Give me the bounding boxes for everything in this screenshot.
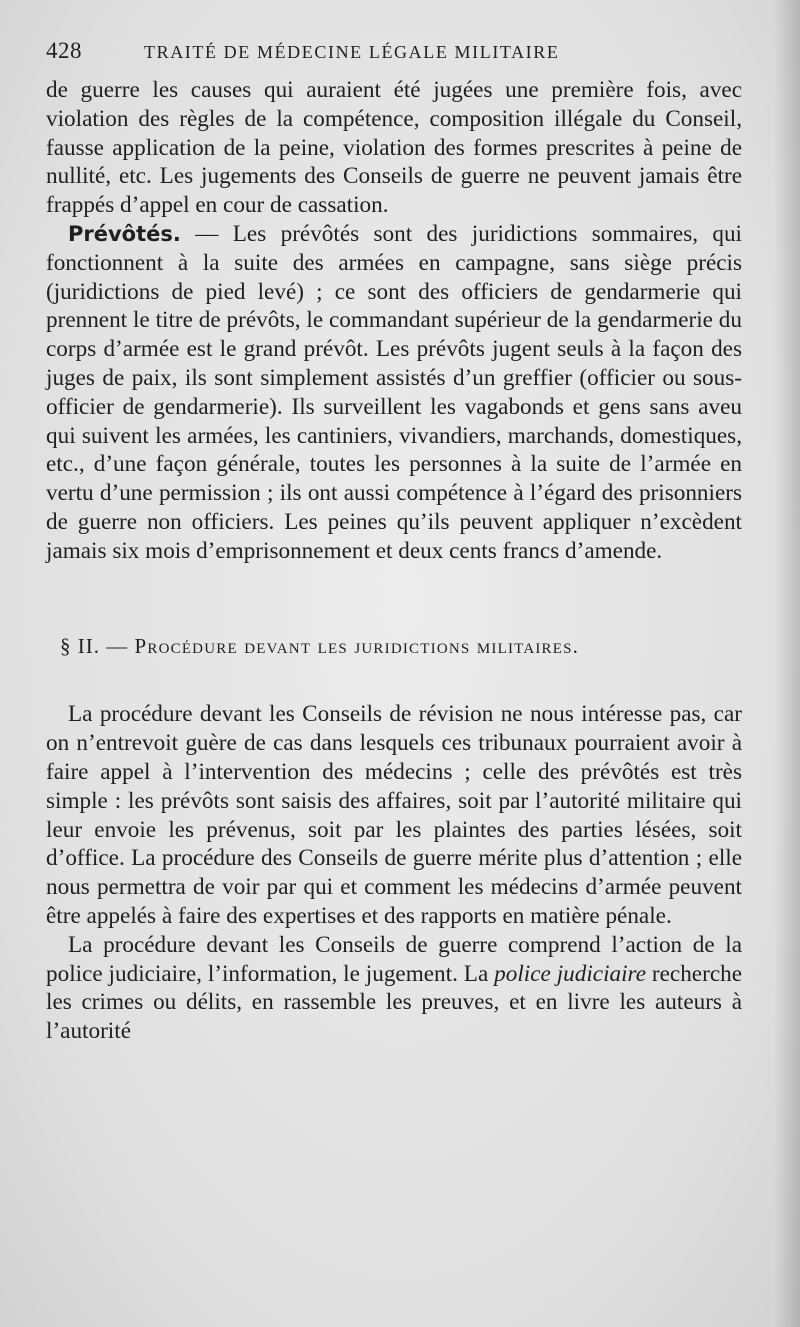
section-heading <box>60 632 742 661</box>
paragraph-conseils <box>46 931 742 1046</box>
paragraph-text: de guerre les causes qui auraient été jugées une première fois, avec violation des règles de la compétence, composition illégale du Conseil, fausse application de la peine, violation des formes prescrites à peine de nullité, etc. Les jugements des Conseils de guerre ne peuvent jamais être frappés d’appel en cour de cassation. <box>46 77 742 219</box>
paragraph-continuation <box>46 76 742 220</box>
paragraph-text: La procédure devant les Conseils de guerre comprend l’action de la police judiciaire, l’information, le jugement. La <box>46 931 742 987</box>
page-number: 428 <box>46 38 82 63</box>
page-body <box>46 76 742 1046</box>
paragraph-procedure <box>46 700 742 930</box>
running-title: TRAITÉ DE MÉDECINE LÉGALE MILITAIRE <box>144 42 560 62</box>
paragraph-text: recherche les crimes ou délits, en rassemble les preuves, et en livre les auteurs à l’autorité <box>46 960 742 1045</box>
paragraph-text: — Les prévôtés sont des juridictions sommaires, qui fonctionnent à la suite des armées en campagne, sans siège précis (juridictions de pied levé) ; ce sont des officiers de gendarmerie qui prennent le titre de prévôts, le commandant supérieur de la gendarmerie du corps d’armée est le grand prévôt. Les prévôts jugent seuls à la façon des juges de paix, ils sont simplement assistés d’un greffier (officier ou sous-officier de gendarmerie). Ils surveillent les vagabonds et gens sans aveu qui suivent les armées, les cantiniers, vivandiers, marchands, domestiques, etc., d’une façon générale, toutes les personnes à la suite de l’armée en vertu d’une permission ; ils ont aussi compétence à l’égard des prisonniers de guerre non officiers. Les peines qu’ils peuvent appliquer n’excèdent jamais six mois d’emprisonnement et deux cents francs d’amende. <box>46 220 742 564</box>
paragraph-prevotes <box>46 220 742 566</box>
section-number: § II. — <box>60 633 135 658</box>
emphasis-term: police judiciaire <box>494 960 646 987</box>
page-edge-shadow <box>774 0 800 1327</box>
section-title: Procédure devant les juridictions militaires. <box>134 633 580 658</box>
run-in-heading: Prévôtés. <box>68 221 181 246</box>
page-header <box>46 38 742 72</box>
paragraph-text: La procédure devant les Conseils de révision ne nous intéresse pas, car on n’entrevoit guère de cas dans lesquels ces tribunaux pourraient avoir à faire appel à l’intervention des médecins ; celle des prévôtés est très simple : les prévôts sont saisis des affaires, soit par l’autorité militaire qui leur envoie les prévenus, soit par les plaintes des parties lésées, soit d’office. La procédure des Conseils de guerre mérite plus d’attention ; elle nous permettra de voir par qui et comment les médecins d’armée peuvent être appelés à faire des expertises et des rapports en matière pénale. <box>46 701 742 929</box>
